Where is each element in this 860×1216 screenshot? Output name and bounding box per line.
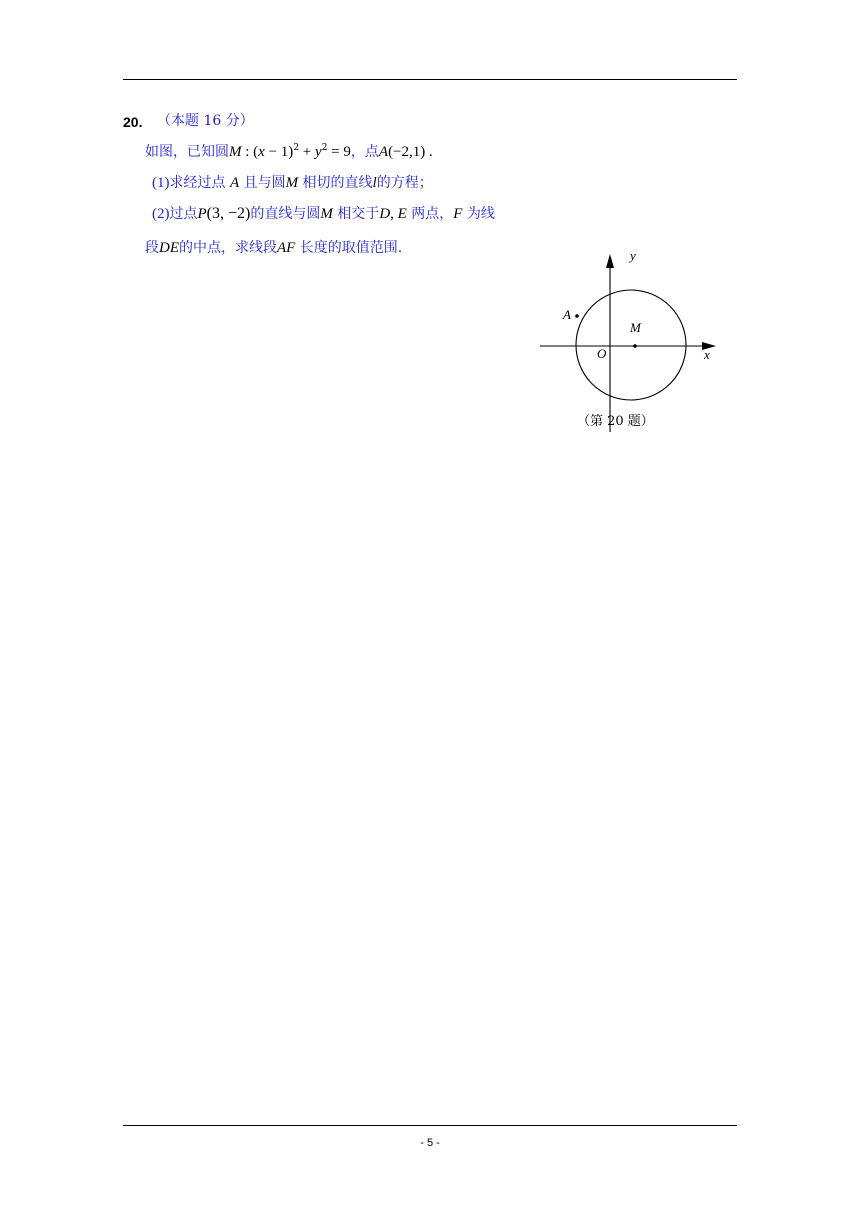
question-intro: 如图，已知圆M : $(x - 1)^2 + y^2 = 9$，点A(−2,1) .: [145, 143, 433, 160]
circle-figure: [530, 240, 730, 440]
figure-caption: （第 20 题）: [577, 414, 654, 429]
question-number: 20.: [123, 114, 143, 130]
point-A: [575, 314, 579, 318]
y-axis-arrow: [606, 254, 614, 268]
label-A: A: [563, 307, 571, 322]
label-M: M: [630, 320, 641, 335]
question-part-1: (1)求经过点 A 且与圆M 相切的直线l的方程；: [152, 175, 433, 191]
point-M: [633, 344, 637, 348]
label-x: x: [704, 347, 710, 362]
circle-M: [576, 290, 686, 400]
page-number: - 5 -: [420, 1137, 440, 1149]
question-part-2: (2)过点P(3, −2)的直线与圆M 相交于D, E 两点，F 为线: [152, 205, 495, 222]
question-part-2-continued: 段DE的中点，求线段AF 长度的取值范围.: [145, 240, 403, 256]
question-score: （本题 16 分）: [157, 113, 254, 129]
header-rule: [123, 79, 737, 80]
label-O: O: [597, 346, 607, 361]
label-y: y: [630, 248, 636, 263]
footer-rule: [123, 1125, 737, 1126]
